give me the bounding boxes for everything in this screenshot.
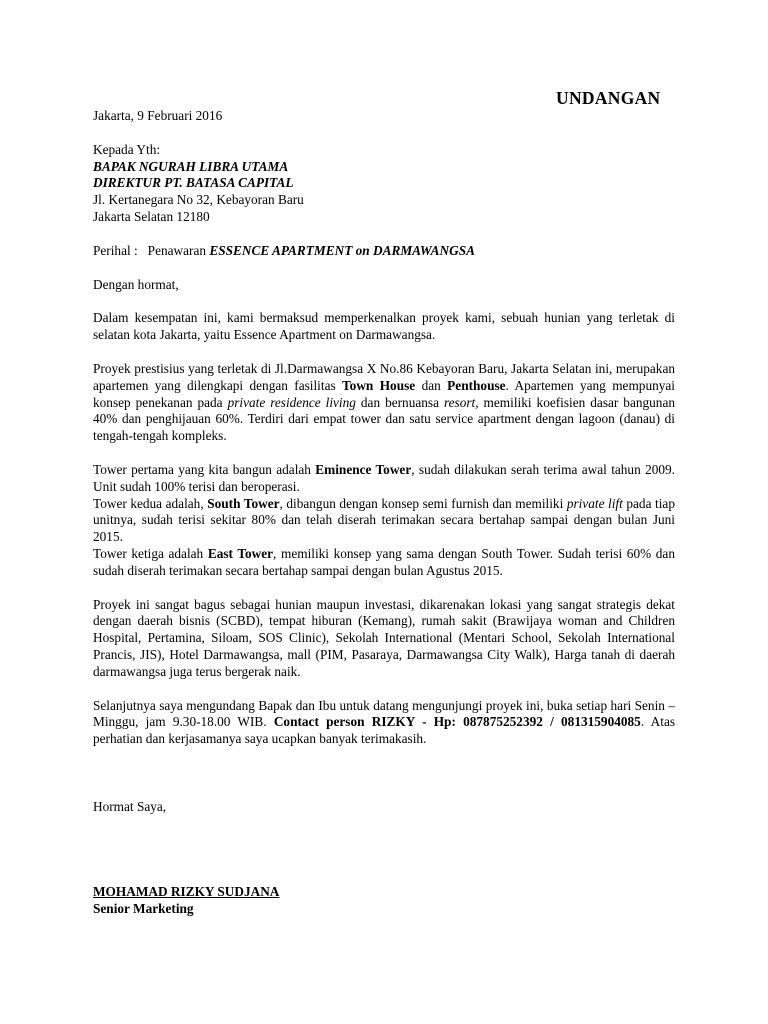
- tower-south: South Tower: [207, 495, 280, 511]
- greeting: Dengan hormat,: [93, 276, 179, 292]
- signature-role: Senior Marketing: [93, 900, 194, 916]
- signature-name: MOHAMAD RIZKY SUDJANA: [93, 883, 280, 899]
- contact-person: Contact person RIZKY - Hp: 087875252392 / 081315904085: [273, 714, 641, 730]
- text-run: , memiliki konsep yang sama dengan South Tower. Sudah terisi 60% dan sudah diserah terimakan secara bertahap sampai dengan bulan Agustus 2015.: [93, 545, 675, 578]
- feature-private-lift: private lift: [566, 495, 623, 511]
- subject-label: Perihal :: [93, 242, 138, 258]
- recipient-salutation: Kepada Yth:: [93, 141, 161, 157]
- concept-resort: resort: [443, 394, 476, 410]
- paragraph-tower-3: [93, 546, 675, 580]
- paragraph-tower-2: [93, 496, 675, 546]
- recipient-position: DIREKTUR PT. BATASA CAPITAL: [93, 175, 294, 191]
- paragraph-project: [93, 361, 675, 445]
- text-run: , memiliki koefisien dasar bangunan 40% dan penghijauan 60%. Terdiri dari empat tower dan satu service apartment dengan lagoon (danau) di tengah-tengah kompleks.: [93, 394, 675, 444]
- text-run: , dibangun dengan konsep semi furnish dan memiliki: [279, 495, 567, 511]
- text-run: dan: [415, 377, 448, 393]
- subject-line: [93, 243, 675, 260]
- text-run: pada tiap unitnya, sudah terisi sekitar 80% dan telah diserah terimakan secara bertahap sampai dengan bulan Juni 2015.: [93, 495, 675, 545]
- letter-body: [93, 88, 675, 917]
- paragraph-intro: Dalam kesempatan ini, kami bermaksud memperkenalkan proyek kami, sebuah hunian yang terletak di selatan kota Jakarta, yaitu Essence Apartment on Darmawangsa.: [93, 310, 675, 343]
- closing: Hormat Saya,: [93, 798, 167, 814]
- tower-east: East Tower: [207, 545, 274, 561]
- text-run: . Atas perhatian dan kerjasamanya saya ucapkan banyak terimakasih.: [93, 714, 676, 747]
- letter-date: Jakarta, 9 Februari 2016: [93, 108, 223, 123]
- text-run: Tower pertama yang kita bangun adalah: [93, 461, 316, 477]
- facility-town-house: Town House: [342, 377, 416, 393]
- subject-name: ESSENCE APARTMENT on DARMAWANGSA: [209, 242, 476, 258]
- recipient-name: BAPAK NGURAH LIBRA UTAMA: [93, 158, 289, 174]
- text-run: Tower kedua adalah,: [93, 495, 208, 511]
- tower-eminence: Eminence Tower: [315, 461, 412, 477]
- paragraph-invitation: [93, 698, 675, 748]
- paragraph-location: Proyek ini sangat bagus sebagai hunian maupun investasi, dikarenakan lokasi yang sangat strategis dekat dengan daerah bisnis (SCBD), tempat hiburan (Kemang), rumah sakit (Brawijaya woman and Children Hospital, Pertamina, Siloam, SOS Clinic), Sekolah International (Mentari School, Sekolah International Prancis, JIS), Hotel Darmawangsa, mall (PIM, Pasaraya, Darmawangsa City Walk), Harga tanah di daerah darmawangsa juga terus bergerak naik.: [93, 596, 675, 679]
- text-run: dan bernuansa: [355, 394, 444, 410]
- text-run: Tower ketiga adalah: [93, 545, 208, 561]
- recipient-block: [93, 142, 675, 226]
- subject-prefix: Penawaran: [147, 242, 207, 258]
- text-run: Selanjutnya saya mengundang Bapak dan Ibu untuk datang mengunjungi proyek ini, buka setiap hari Senin – Minggu, jam 9.30-18.00 WIB.: [93, 697, 675, 730]
- concept-private-residence: private residence living: [227, 394, 356, 410]
- recipient-address-line1: Jl. Kertanegara No 32, Kebayoran Baru: [93, 192, 304, 208]
- text-run: Proyek prestisius yang terletak di Jl.Darmawangsa X No.86 Kebayoran Baru, Jakarta Selatan ini, merupakan apartemen yang dilengkapi dengan fasilitas: [93, 360, 675, 393]
- recipient-address-line2: Jakarta Selatan 12180: [93, 208, 210, 224]
- text-run: , sudah dilakukan serah terima awal tahun 2009. Unit sudah 100% terisi dan beroperasi.: [93, 461, 675, 494]
- letter-title: UNDANGAN: [556, 88, 661, 108]
- paragraph-tower-1: [93, 462, 675, 496]
- facility-penthouse: Penthouse: [447, 377, 506, 393]
- text-run: . Apartemen yang mempunyai konsep penekanan pada: [93, 377, 675, 410]
